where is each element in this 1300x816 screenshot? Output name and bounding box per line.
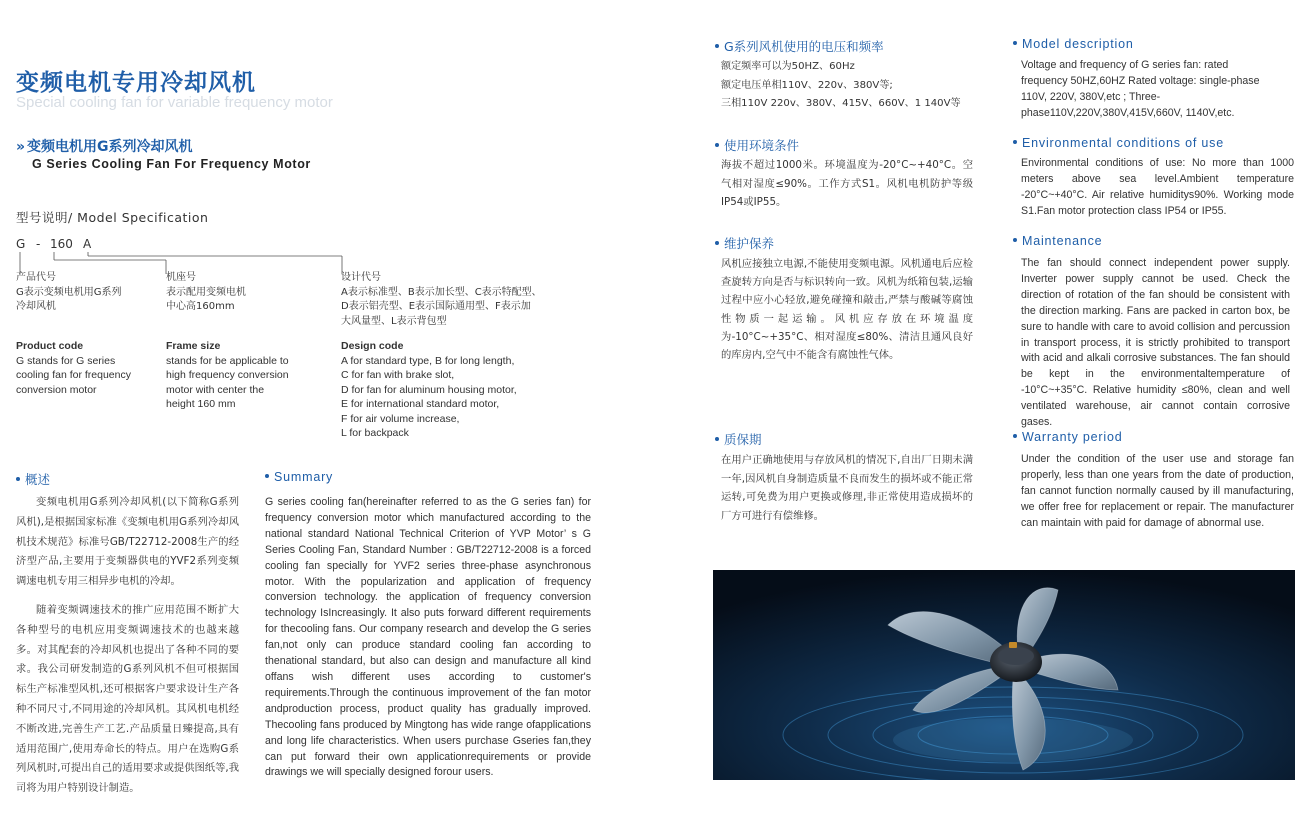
maintenance-text-cn: 风机应接独立电源,不能使用变频电源。风机通电后应检查旋转方向是否与标识转向一致。风机为纸箱包装,运输过程中应小心轻放,避免碰撞和敲击,严禁与酸碱等腐蚀性物质一起运输。风机应存放在环境温度为-10°C~+35°C、相对湿度≤80%、清洁且通风良好的库房内,空气中不能含有腐蚀性气体。 [721, 258, 973, 362]
spec-product-cn-1: 产品代号 [16, 272, 56, 283]
summary-heading-cn [16, 470, 50, 488]
voltage-cn-line-1: 额定频率可以为50HZ、60Hz [721, 61, 855, 72]
dot-icon [265, 474, 269, 478]
spec-frame-heading: Frame size [166, 340, 221, 352]
spec-product-cn-2: G表示变频电机用G系列 [16, 286, 122, 298]
spec-frame-cn-2: 表示配用变频电机 [166, 286, 246, 298]
voltage-heading-cn-text: G系列风机使用的电压和频率 [724, 39, 884, 54]
double-chevron-icon: » [16, 139, 26, 155]
spec-design-en-2: C for fan with brake slot, [341, 369, 455, 381]
spec-design-cn-1: 设计代号 [341, 272, 381, 283]
summary-cn-paragraph-1: 变频电机用G系列冷却风机(以下简称G系列风机),是根据国家标准《变频电机用G系列冷却风机技术规范》标准号GB/T22712-2008生产的经济型产品,主要用于变频器供电的YVF2系列变频调速电机专用三相异步电机的冷却。 [16, 496, 239, 588]
page-title: 变频电机专用冷却风机 [16, 70, 256, 96]
page-subtitle: Special cooling fan for variable frequency motor [16, 94, 333, 111]
environment-text-en: Environmental conditions of use: No more than 1000 meters above sea level.Ambient temperature -20°C~+40°C. Air relative humiditys90%. Working mode S1.Fan motor protection class IP54 or IP55. [1021, 157, 1294, 217]
spec-product-en-1: G stands for G series [16, 354, 116, 367]
dot-icon [16, 477, 20, 481]
spec-product-en-3: conversion motor [16, 383, 97, 396]
environment-heading-en [1013, 136, 1224, 150]
environment-heading-cn-text: 使用环境条件 [724, 138, 800, 153]
spec-col-frame [166, 271, 346, 315]
spec-col-design [341, 271, 571, 329]
model-description-heading [1013, 37, 1134, 51]
spec-frame-cn-1: 机座号 [166, 272, 196, 283]
spec-design-en-4: E for international standard motor, [341, 398, 500, 410]
maintenance-heading-cn [715, 234, 774, 252]
warranty-heading-cn [715, 430, 762, 448]
spec-col-frame-en [166, 339, 346, 412]
maintenance-heading-cn-text: 维护保养 [724, 236, 775, 251]
spec-product-heading: Product code [16, 340, 84, 352]
spec-design-heading: Design code [341, 340, 404, 352]
warranty-heading-en-text: Warranty period [1022, 430, 1123, 444]
section-title-cn-text: 变频电机用G系列冷却风机 [27, 139, 193, 155]
environment-heading-en-text: Environmental conditions of use [1022, 136, 1224, 150]
spec-frame-en-2: high frequency conversion [166, 369, 289, 381]
dot-icon [1013, 41, 1017, 45]
spec-frame-en-1: stands for be applicable to [166, 354, 289, 367]
spec-design-cn-2: A表示标准型、B表示加长型、C表示特配型、 [341, 286, 542, 298]
voltage-cn-line-3: 三相110V 220v、380V、415V、660V、1 140V等 [721, 98, 961, 109]
dot-icon [1013, 238, 1017, 242]
spec-frame-cn-3: 中心高160mm [166, 301, 235, 312]
dot-icon [715, 44, 719, 48]
model-description-text: Voltage and frequency of G series fan: rated frequency 50HZ,60HZ Rated voltage: single-phase 110V, 220V, 380V,etc ; Three-phase110V,220V,380V,415V,660V, 1140V,etc. [1021, 59, 1260, 119]
summary-heading-en-text: Summary [274, 470, 334, 484]
environment-heading-cn [715, 136, 799, 154]
section-title-en: G Series Cooling Fan For Frequency Motor [32, 157, 311, 171]
dot-icon [1013, 434, 1017, 438]
spec-frame-en-3: motor with center the [166, 383, 265, 396]
voltage-heading-cn [715, 37, 884, 55]
model-code-frame: 160 [50, 237, 73, 251]
warranty-heading-en [1013, 430, 1122, 444]
spec-design-en-5: F for air volume increase, [341, 412, 460, 425]
model-spec-label: 型号说明/ Model Specification [16, 210, 209, 225]
model-code-design: A [83, 237, 92, 251]
maintenance-heading-en [1013, 234, 1102, 248]
dot-icon [1013, 140, 1017, 144]
model-code-dash: - [36, 237, 41, 251]
spec-design-en-1: A for standard type, B for long length, [341, 354, 515, 367]
fan-product-photo [713, 570, 1295, 780]
warranty-heading-cn-text: 质保期 [724, 432, 762, 447]
warranty-text-cn: 在用户正确地使用与存放风机的情况下,自出厂日期未满一年,因风机自身制造质量不良而发生的损坏或不能正常运转,可免费为用户更换或修理,非正常使用造成损坏的厂方可进行有偿维修。 [721, 454, 973, 522]
spec-design-en-3: D for fan for aluminum housing motor, [341, 383, 517, 396]
summary-heading-en [265, 470, 333, 484]
dot-icon [715, 241, 719, 245]
spec-product-en-2: cooling fan for frequency [16, 369, 131, 381]
spec-design-cn-4: 大风量型、L表示背包型 [341, 315, 447, 327]
dot-icon [715, 143, 719, 147]
maintenance-text-en: The fan should connect independent power supply. Inverter power supply cannot be used. Check the direction of rotation of the fan should be consistent with the direction marking. Fans are packed in carton box, be sure to handle with care to avoid collision and percussion in transport process, it is strictly prohibited to transport with acid and alkali corrosive substances. The fan should be kept in the environmentaltemperature of -10°C~+35°C. Relative humidity ≤80%, clean and well ventilated warehouse, air cannot contain corrosive gases. [1021, 257, 1290, 429]
maintenance-heading-en-text: Maintenance [1022, 234, 1103, 248]
spec-design-en-6: L for backpack [341, 427, 409, 439]
spec-product-cn-3: 冷却风机 [16, 301, 56, 312]
model-code-g: G [16, 237, 26, 251]
model-description-heading-text: Model description [1022, 37, 1134, 51]
spec-frame-en-4: height 160 mm [166, 398, 236, 410]
dot-icon [715, 437, 719, 441]
spec-col-design-en [341, 339, 571, 441]
voltage-cn-line-2: 额定电压单相110V、220v、380V等; [721, 79, 893, 91]
summary-en-paragraph: G series cooling fan(hereinafter referred to as the G series fan) for frequency conversion motor which manufactured according to the national standard National Technical Criterion of YVP Motor’ s G Series Cooling Fan, Standard Number : GB/T22712-2008 is a forced cooling fan specially for YVF2 series three-phase asynchronous motor. With the popularization and application of frequency conversion technology. the application of frequency conversion technology IsIncreasingly. It also puts forward different requirements for thecooling fans. Our company research and develop the G series fan,not only can produce standard cooling fan according to thenational standard, but also can design and manufacture all kind offans wish different uses according to customer's requirements.Through the continuous improvement of the fan motor andproduction process, product quality has gradually improved. Thecooling fans produced by Mingtong has wide range ofapplications and long life characteristics. When users purchase Gseries fan,they can put forward their own applicationrequirements or provide drawings we will specially designed forour users. [265, 496, 591, 779]
section-title-cn [16, 136, 193, 156]
spec-design-cn-3: D表示铝壳型、E表示国际通用型、F表示加 [341, 301, 531, 312]
summary-cn-paragraph-2: 随着变频调速技术的推广应用范围不断扩大各种型号的电机应用变频调速技术的也越来越多。对其配套的冷却风机也提出了各种不同的要求。我公司研发制造的G系列风机不但可根据国标生产标准型风机,还可根据客户要求设计生产各种不同尺寸,不同用途的冷却风机。其风机电机经不断改进,完善生产工艺.产品质量日臻提高,具有适用范围广,使用寿命长的特点。用户在选购G系列风机时,可提出自己的适用要求或提供图纸等,我司将为用户特别设计制造。 [16, 604, 239, 795]
voltage-text-cn [721, 58, 981, 114]
environment-text-cn: 海拔不超过1000米。环境温度为-20°C~+40°C。空气相对湿度≤90%。工作方式S1。风机电机防护等级IP54或IP55。 [721, 159, 973, 208]
summary-heading-cn-text: 概述 [25, 472, 51, 487]
warranty-text-en: Under the condition of the user use and storage fan properly, less than one years from the date of production, fan cannot function normally caused by ill manufacturing, we offer free for replacement or repair. The manufacturer can maintain with paid for damage of abnormal use. [1021, 453, 1294, 529]
